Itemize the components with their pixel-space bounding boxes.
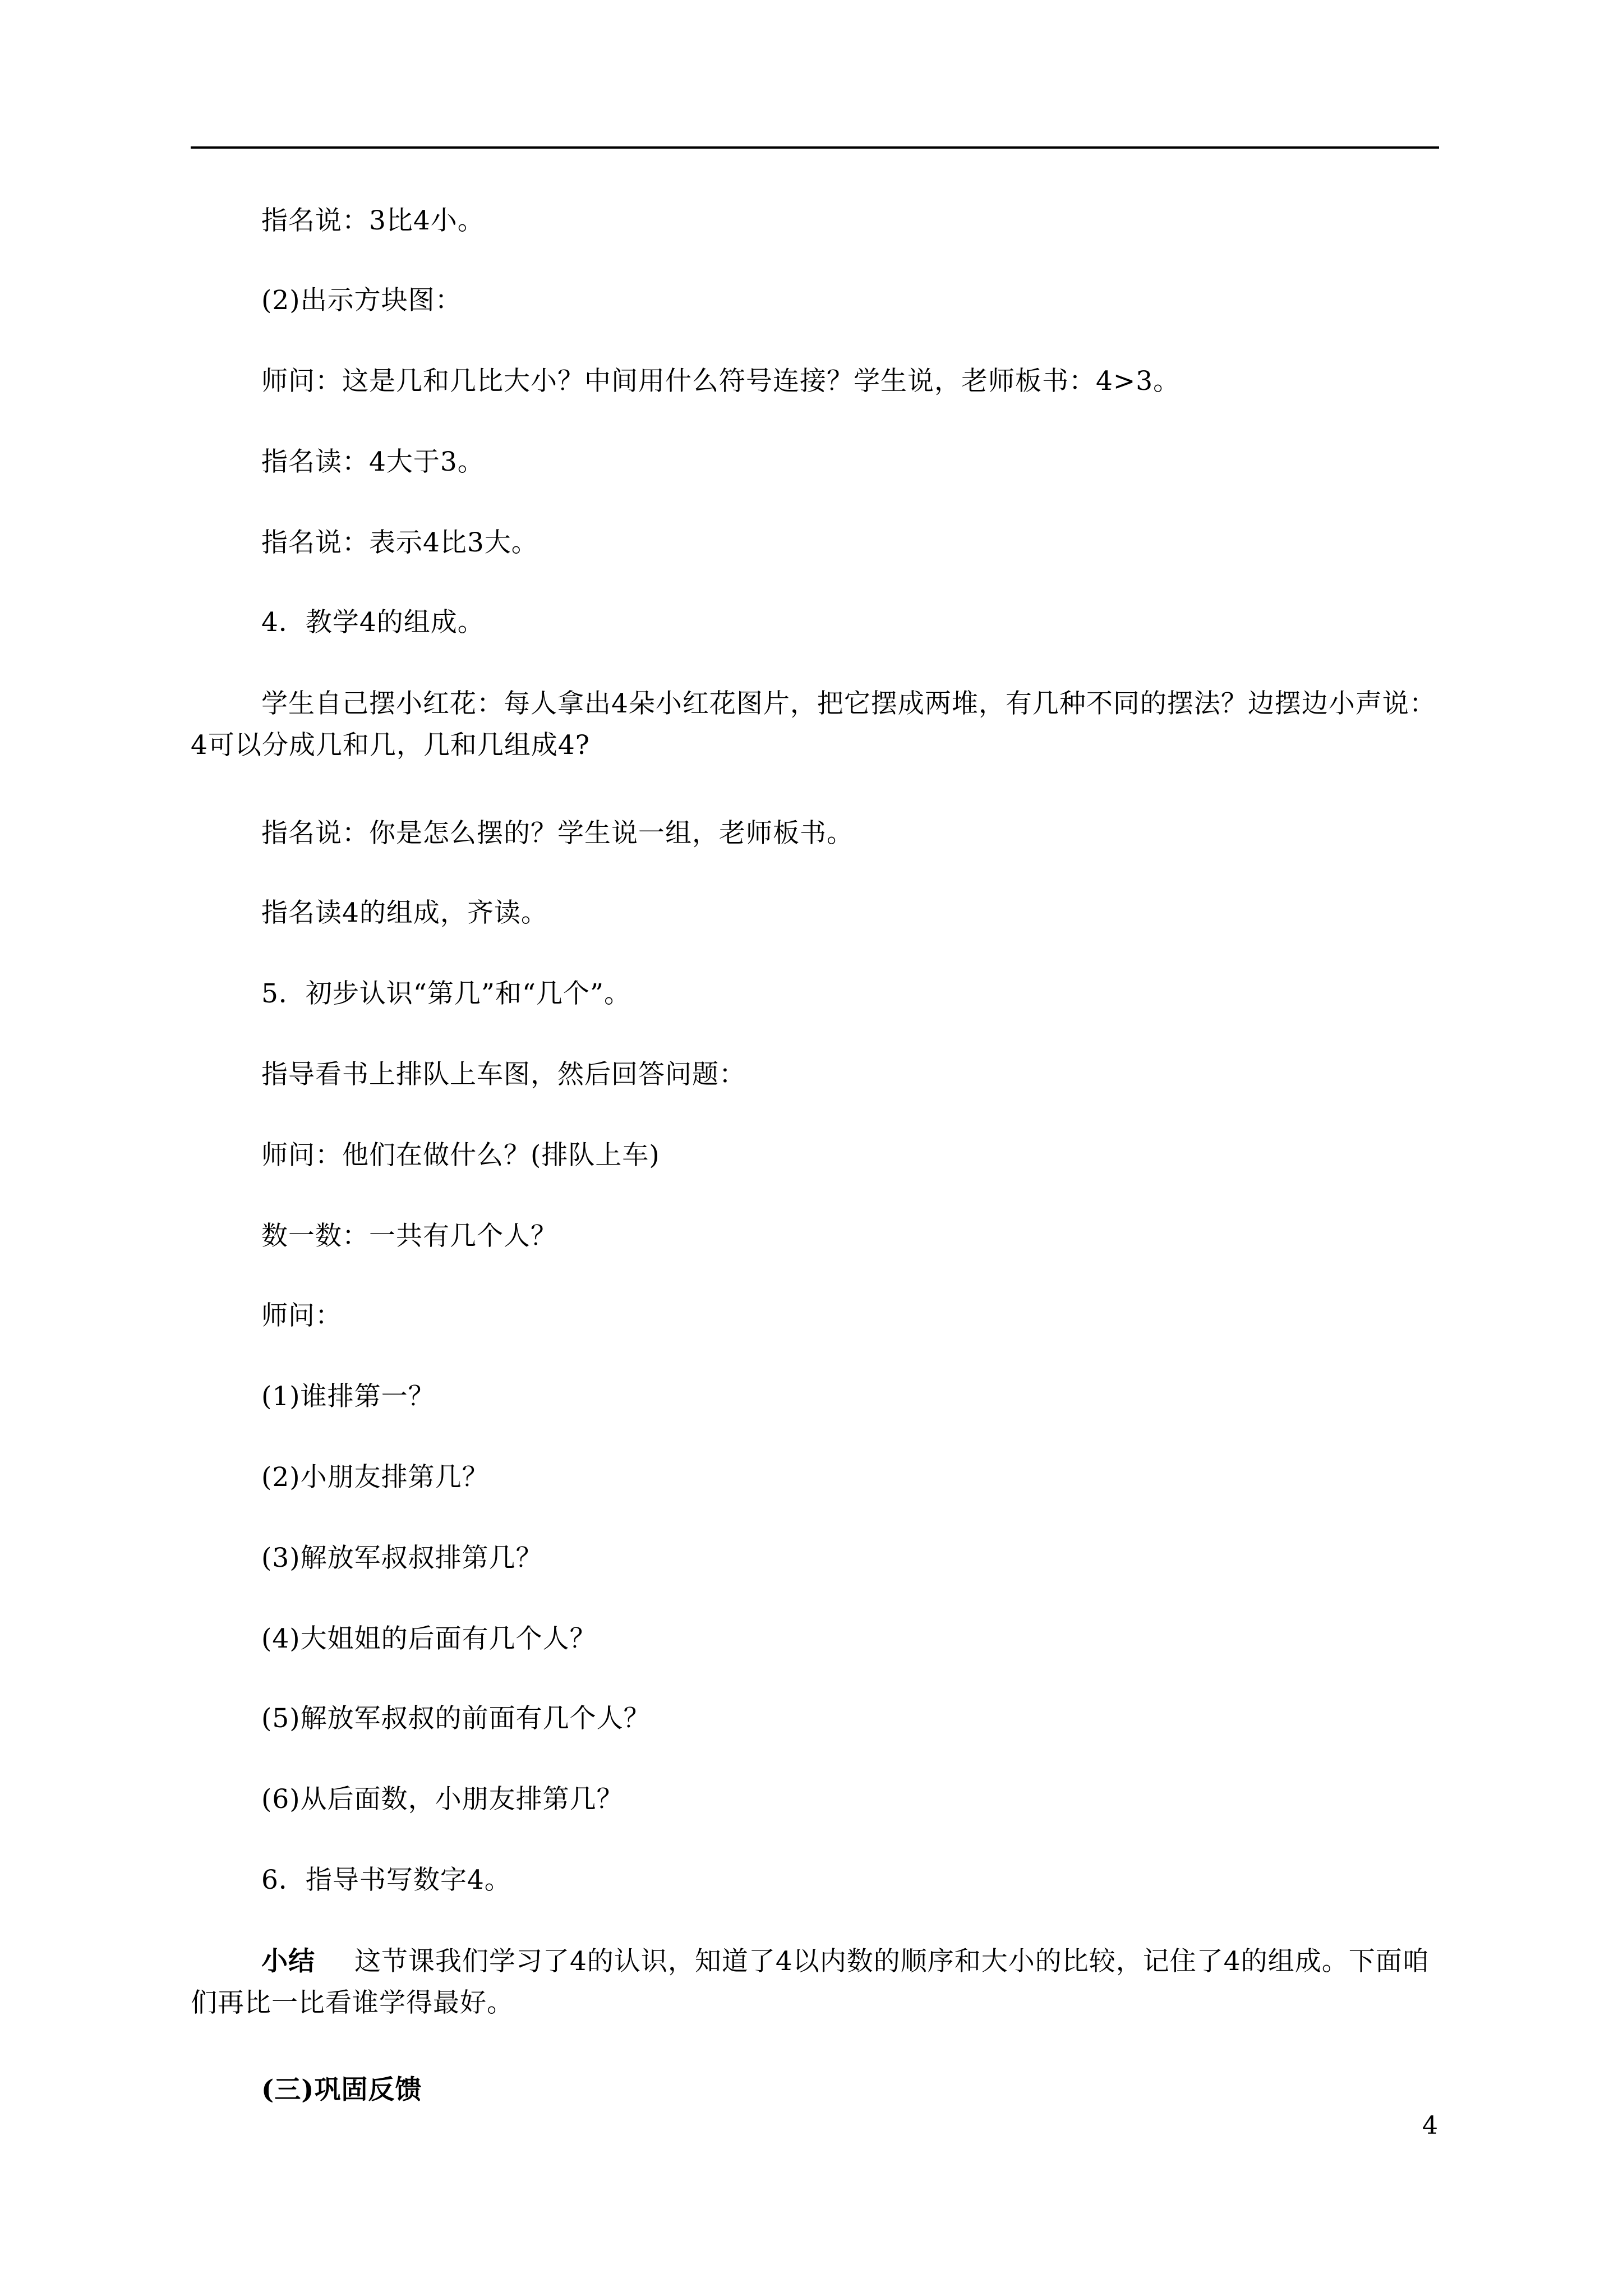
text-line: (2)出示方块图： bbox=[261, 285, 462, 316]
text-line: 指名说：你是怎么摆的？学生说一组，老师板书。 bbox=[261, 818, 854, 849]
page-number: 4 bbox=[1422, 2111, 1438, 2140]
text-line: 6．指导书写数字4。 bbox=[261, 1865, 511, 1895]
text-line: 师问：他们在做什么？(排队上车) bbox=[261, 1140, 660, 1171]
summary-text: 这节课我们学习了4的认识，知道了4以内数的顺序和大小的比较，记住了4的组成。下面咱们再比一比看谁学得最好。 bbox=[191, 1946, 1430, 2018]
header-rule bbox=[191, 146, 1439, 149]
summary-label: 小结 bbox=[261, 1946, 315, 1977]
question-item: (1)谁排第一？ bbox=[261, 1381, 435, 1412]
text-line: 指名说：3比4小。 bbox=[261, 205, 485, 236]
text-line: 数一数：一共有几个人？ bbox=[261, 1221, 557, 1251]
text-line: 5．初步认识“第几”和“几个”。 bbox=[261, 978, 631, 1009]
text-line: 师问： bbox=[261, 1300, 342, 1331]
section-heading: (三)巩固反馈 bbox=[261, 2074, 422, 2105]
question-item: (3)解放军叔叔排第几？ bbox=[261, 1543, 543, 1573]
question-item: (6)从后面数，小朋友排第几？ bbox=[261, 1784, 624, 1815]
text-line: 指名说：表示4比3大。 bbox=[261, 527, 538, 558]
text-line: 师问：这是几和几比大小？中间用什么符号连接？学生说，老师板书：4>3。 bbox=[261, 366, 1181, 397]
question-item: (2)小朋友排第几？ bbox=[261, 1462, 489, 1493]
summary-paragraph bbox=[191, 1941, 1439, 2024]
text-line: 指名读：4大于3。 bbox=[261, 447, 485, 477]
text-paragraph: 学生自己摆小红花：每人拿出4朵小红花图片，把它摆成两堆，有几种不同的摆法？边摆边小声说：4可以分成几和几，几和几组成4? bbox=[191, 688, 1436, 761]
text-line: 指名读4的组成，齐读。 bbox=[261, 898, 548, 928]
text-line: 指导看书上排队上车图，然后回答问题： bbox=[261, 1059, 746, 1090]
question-item: (4)大姐姐的后面有几个人？ bbox=[261, 1623, 597, 1654]
text-line: 4．教学4的组成。 bbox=[261, 607, 485, 638]
question-item: (5)解放军叔叔的前面有几个人？ bbox=[261, 1703, 651, 1734]
